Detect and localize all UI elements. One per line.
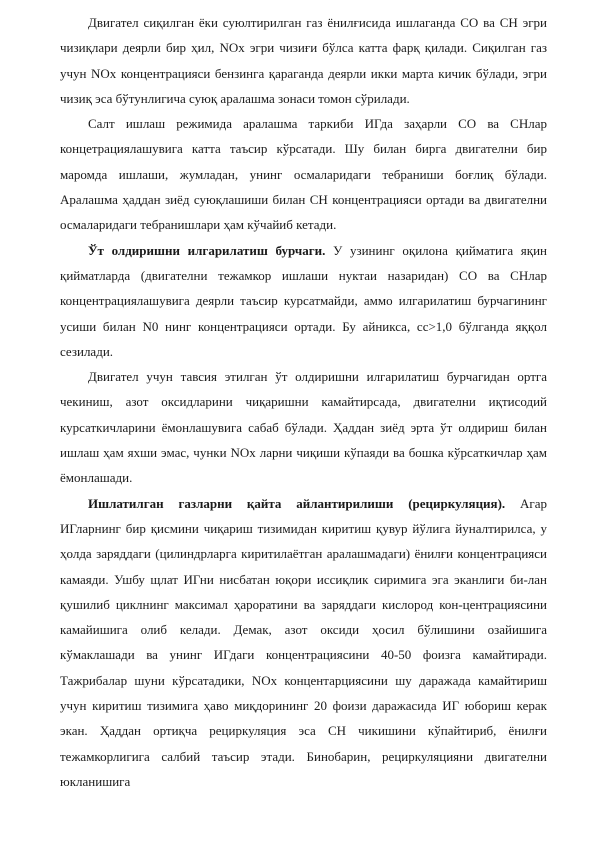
document-page: [60, 10, 547, 794]
section-heading-ignition-advance: Ўт олдиришни илгарилатиш бурчаги.: [88, 242, 326, 258]
paragraph-gas-fuel-emissions: [60, 10, 547, 111]
paragraph-ignition-deviation: [60, 364, 547, 490]
paragraph-idle-mode-mixture: [60, 111, 547, 237]
section-heading-recirculation: Ишлатилган газларни қайта айлантирилиши (рециркуляция).: [88, 495, 506, 511]
paragraph-text: Салт ишлаш режимида аралашма таркиби ИГда заҳарли СО ва СНлар концетрациялашувига катта таъсир кўрсатади. Шу билан бирга двигателни бир маромда ишлаши, жумладан, унинг осмаларидаги тебраниши боғлиқ бўлади. Аралашма ҳаддан зиёд суюқлашиши билан СН концентрацияси ортади ва двигателни осмаларидаги тебранишлари ҳам кўчайиб кетади.: [60, 116, 547, 233]
paragraph-text: У узининг оқилона қийматига яқин қийматларда (двигателни тежамкор ишлаши нуктаи назаридан) СО ва СНлар концентрациялашувига деярли таъсир курсатмайди, аммо илгарилатиш бурчагининг усиши билан N0 нинг концентрацияси ортади. Бу айникса, сс>1,0 бўлганда яққол сезилади.: [60, 242, 547, 359]
paragraph-text: Агар ИГларнинг бир қисмини чиқариш тизимидан киритиш қувур йўлига йуналтирилса, у ҳолда заряддаги (цилиндрларга киритилаётган аралашмадаги) ёнилғи концентрацияси камаяди. Ушбу щлат ИГни нисбатан юқори иссиқлик сиримига эга эканлиги би-лан қушилиб циклнинг максимал ҳароратини ва заряддаги кислород кон-центрациясини камайишига олиб келади. Демак, азот оксиди ҳосил бўлишини озайишига кўмаклашади ва унинг ИГдаги концентрациясини 40-50 фоизга камайтиради. Тажрибалар шуни кўрсатадики, NOx концентарциясини шу даражада камайтириш учун киритиш тизимига ҳаво миқдорининг 20 фоизи даражасида ИГ юбориш керак экан. Ҳаддан ортиқча рециркуляция эса СН чикишини кўпайтириб, ёнилғи тежамкорлигига салбий таъсир этади. Бинобарин, рециркуляцияни двигателни юкланишига: [60, 495, 547, 789]
paragraph-ignition-advance: [60, 238, 547, 364]
paragraph-text: Двигател учун тавсия этилган ўт олдиришни илгарилатиш бурчагидан ортга чекиниш, азот оксидларини чиқаришни камайтирсада, двигателни иқтисодий курсаткичларини ёмонлашувига сабаб бўлади. Ҳаддан зиёд эрта ўт олдириш билан ишлаш ҳам яхши эмас, чунки NOx ларни чиқиши кўпаяди ва бошка кўрсаткичлар ҳам ёмонлашади.: [60, 369, 547, 486]
paragraph-text: Двигател сиқилган ёки суюлтирилган газ ёнилғисида ишлаганда СО ва СН эгри чизиқлари деярли бир ҳил, NOx эгри чизиғи бўлса катта фарқ қилади. Сиқилган газ учун NOx концентрацияси бензинга қараганда деярли икки марта кичик бўлади, эгри чизиқ эса бўтунлигича суюқ аралашма зонаси томон сўрилади.: [60, 15, 547, 106]
paragraph-recirculation: [60, 491, 547, 795]
